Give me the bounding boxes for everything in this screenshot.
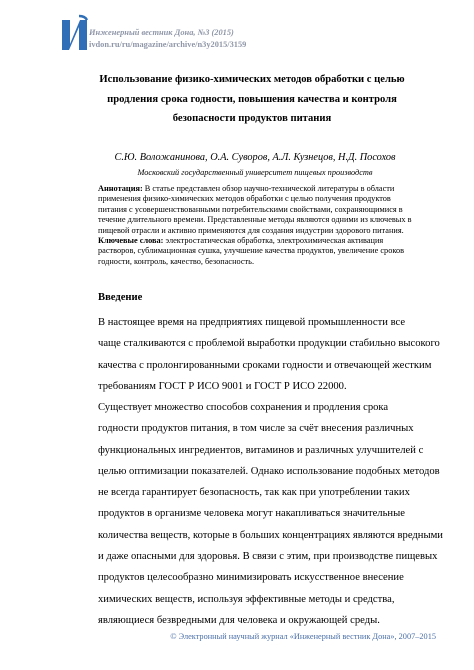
- paragraph-1: [98, 312, 440, 397]
- abstract-text: пищевой отрасли и активно применяются для создания индустрии здорового питания.: [98, 225, 404, 235]
- title-line: продления срока годности, повышения качества и контроля: [107, 93, 397, 105]
- paragraph-line: требованиям ГОСТ Р ИСО 9001 и ГОСТ Р ИСО 22000.: [98, 380, 347, 392]
- title-line: Использование физико-химических методов обработки с целью: [99, 74, 405, 85]
- affiliation: Московский государственный университет пищевых производств: [137, 168, 373, 177]
- paragraph-line: не всегда гарантирует безопасность, так как при употреблении таких: [98, 487, 410, 499]
- paragraph-line: качества с пролонгированными сроками годности и отвечающей жестким: [98, 359, 432, 371]
- paragraph-line: являющиеся безвредными для человека и окружающей среды.: [98, 614, 380, 626]
- abstract-text: В статье представлен обзор научно-технической литературы в области: [142, 184, 395, 193]
- section-heading: Введение: [98, 292, 143, 303]
- paragraph-2: [98, 397, 443, 631]
- footer-copyright: © Электронный научный журнал «Инженерный вестник Дона», 2007–2015: [170, 632, 436, 641]
- title-line: безопасности продуктов питания: [172, 113, 332, 124]
- journal-header: [59, 14, 439, 60]
- paragraph-line: и даже опасными для здоровья. В связи с этим, при производстве пищевых: [98, 551, 438, 563]
- article-title: [90, 70, 414, 129]
- abstract-text: применения физико-химических методов обработки с целью получения продуктов: [98, 194, 391, 204]
- paragraph-line: химических веществ, используя эффективные методы и средства,: [98, 593, 395, 605]
- abstract-block: [98, 184, 440, 267]
- keywords-text: электростатическая обработка, электрохимическая активация: [163, 236, 384, 246]
- paragraph-line: продуктов целесообразно минимизировать искусственное внесение: [98, 572, 404, 584]
- keywords-text: растворов, сублимационная сушка, улучшение качества продуктов, увеличение сроков: [98, 246, 405, 256]
- keywords-text: годности, контроль, качество, безопасность.: [98, 256, 255, 266]
- paragraph-line: чаще сталкиваются с проблемой выработки продукции стабильно высокого: [98, 338, 440, 350]
- authors: С.Ю. Воложанинова, О.А. Суворов, А.Л. Кузнецов, Н.Д. Посохов: [114, 152, 396, 163]
- abstract-text: питания с усовершенствованными потребительскими свойствами, сохраняющимися в: [98, 204, 403, 214]
- keywords-label: Ключевые слова:: [98, 236, 164, 246]
- paragraph-line: В настоящее время на предприятиях пищевой промышленности все: [98, 317, 406, 328]
- journal-title: Инженерный вестник Дона, №3 (2015): [89, 28, 234, 37]
- abstract-text: течение длительного времени. Представленные методы являются одними из ключевых в: [98, 215, 412, 225]
- paragraph-line: количества веществ, которые в больших концентрациях являются вредными: [98, 529, 443, 541]
- journal-logo-icon: [59, 14, 89, 54]
- paragraph-line: функциональных ингредиентов, витаминов и различных улучшителей с: [98, 444, 424, 456]
- paragraph-line: продуктов в организме человека могут накапливаться значительные: [98, 508, 405, 520]
- paragraph-line: годности продуктов питания, в том числе за счёт внесения различных: [98, 423, 414, 435]
- journal-url-link[interactable]: ivdon.ru/ru/magazine/archive/n3y2015/3159: [89, 40, 247, 49]
- abstract-label: Аннотация:: [98, 184, 143, 193]
- paragraph-line: Существует множество способов сохранения и продления срока: [98, 402, 389, 413]
- paragraph-line: целью оптимизации показателей. Однако использование подобных методов: [98, 465, 440, 477]
